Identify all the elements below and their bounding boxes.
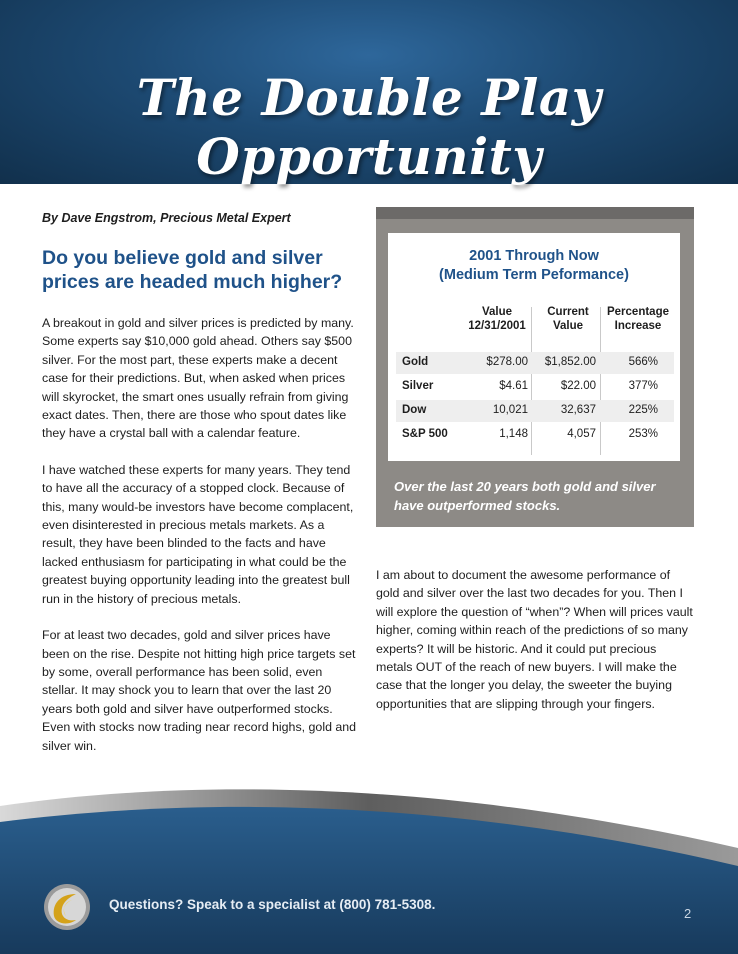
row-label: Silver: [402, 380, 434, 392]
value-2001: $4.61: [499, 380, 528, 392]
column-header-value-2001: [458, 305, 536, 333]
box-top-bar: [376, 207, 694, 219]
row-label: Gold: [402, 356, 429, 368]
table-title-line1: 2001 Through Now: [469, 248, 599, 264]
percent-increase: 225%: [628, 404, 658, 416]
article-headline: Do you believe gold and silver prices are headed much higher?: [42, 247, 343, 293]
paragraph: A breakout in gold and silver prices is predicted by many. Some experts say $10,000 gold ahead. Others say $500 silver. For the most part, these experts make a decent case for their predictions. But, when asked when prices will skyrocket, the smart ones usually refrain from giving exact dates. Then, there are those who spout dates like they have a crystal ball with a calendar feature.: [42, 316, 354, 441]
paragraph: I have watched these experts for many years. They tend to have all the accuracy of a stopped clock. Because of this, many would-be investors have become complacent, even disinterested in precious metals markets. As a result, they have been blinded to the facts and have lacked enthusiasm for participating in what could be the greatest buying opportunity leading into the greatest bull run in the history of precious metals.: [42, 462, 354, 606]
current-value: 32,637: [560, 404, 596, 416]
row-label: Dow: [402, 404, 427, 416]
company-logo-icon: [42, 882, 92, 932]
table-row-sp500: [396, 424, 674, 446]
value-2001: 10,021: [492, 404, 528, 416]
current-value: $22.00: [560, 380, 596, 392]
table-title: [388, 247, 680, 285]
paragraph: I am about to document the awesome performance of gold and silver over the last two decades for you. Then I will explore the question of “when”? When will prices vault higher, coming within reach of the predictions of so many experts? It will be historic. And it could put precious metals OUT of the reach of new buyers. I will make the case that the longer you delay, the sweeter the buying opportunities that are slipping through your fingers.: [376, 568, 693, 711]
paragraph: For at least two decades, gold and silver prices have been on the rise. Despite not hitting high price targets set by some, overall performance has been solid, even stellar. It may shock you to learn that over the last 20 years both gold and silver have outperformed stocks. Even with stocks now trading near record highs, gold and silver win.: [42, 628, 357, 753]
header-banner: [0, 0, 738, 184]
footer-banner: [0, 770, 738, 954]
value-2001: 1,148: [499, 428, 528, 440]
table-caption: Over the last 20 years both gold and silver have outperformed stocks.: [394, 479, 656, 513]
header-line: Value: [552, 320, 584, 332]
byline: By Dave Engstrom, Precious Metal Expert: [42, 211, 291, 225]
page-title: The Double Play Opportunity: [136, 68, 602, 186]
page-number: 2: [684, 906, 692, 921]
value-2001: $278.00: [486, 356, 528, 368]
column-header-percentage-increase: [600, 305, 676, 333]
percent-increase: 377%: [628, 380, 658, 392]
table-title-line2: (Medium Term Peformance): [439, 267, 629, 283]
table-row-dow: [396, 400, 674, 422]
left-column: [42, 314, 360, 773]
current-value: $1,852.00: [544, 356, 596, 368]
header-line: 12/31/2001: [468, 320, 526, 332]
table-row-silver: [396, 376, 674, 398]
table-row-gold: [396, 352, 674, 374]
performance-table-box: [376, 207, 694, 527]
percent-increase: 253%: [628, 428, 658, 440]
column-header-current-value: [536, 305, 600, 333]
right-column: [376, 566, 694, 731]
header-line: Value: [481, 306, 513, 318]
header-line: Increase: [614, 320, 662, 332]
percent-increase: 566%: [628, 356, 658, 368]
performance-table: [388, 233, 680, 461]
header-line: Current: [547, 306, 589, 318]
footer-contact: Questions? Speak to a specialist at (800) 781-5308.: [109, 897, 436, 912]
current-value: 4,057: [567, 428, 596, 440]
row-label: S&P 500: [402, 428, 448, 440]
header-line: Percentage: [606, 306, 669, 318]
